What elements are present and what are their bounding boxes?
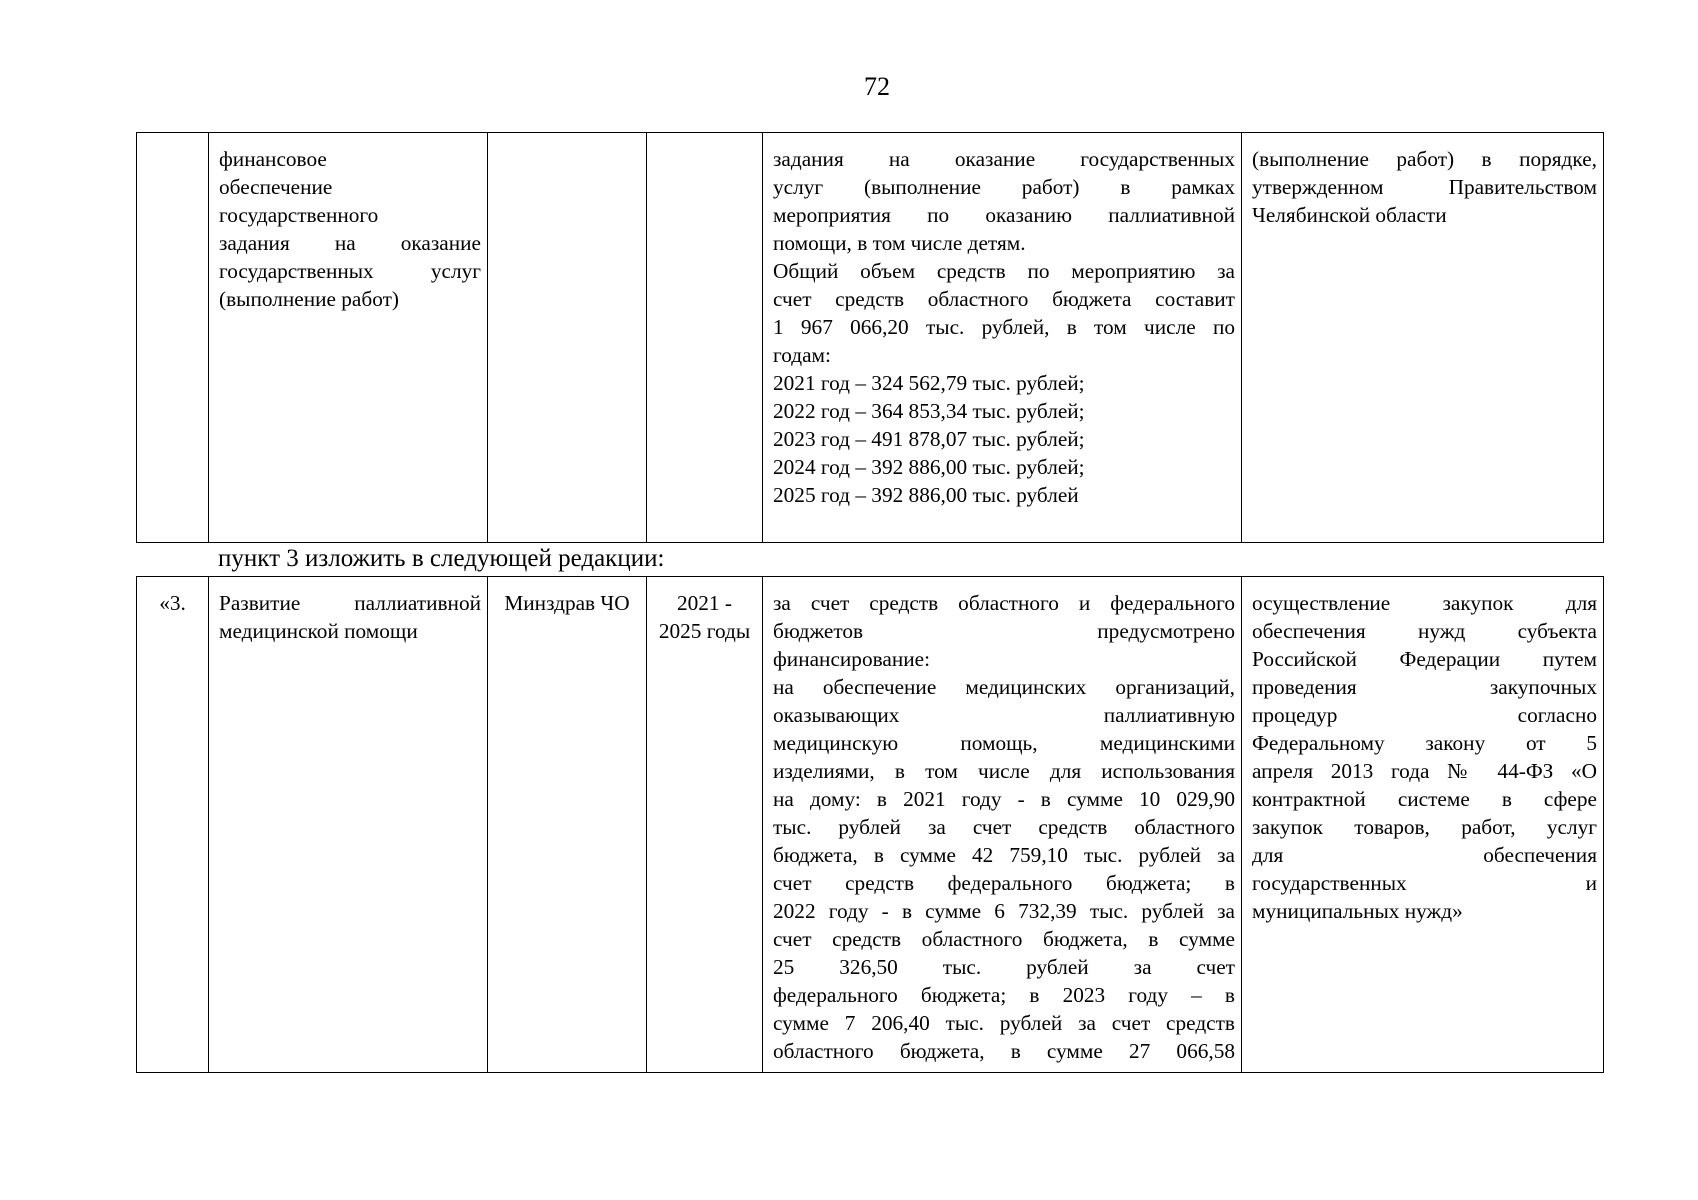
measure-title-line: обеспечение <box>219 175 333 199</box>
description-line: помощи, в том числе детям. <box>773 231 1026 255</box>
description-line: годам: <box>773 343 831 367</box>
description-line: счет средств областного бюджета, в сумме <box>773 927 1235 951</box>
description-line: финансирование: <box>773 647 930 671</box>
result-line: обеспечения нужд субъекта <box>1252 619 1597 643</box>
description-line: на дому: в 2021 году - в сумме 10 029,90 <box>773 787 1235 811</box>
row-number-cell <box>137 133 209 543</box>
year-amount-line: 2023 год – 491 878,07 тыс. рублей; <box>773 427 1085 451</box>
measure-title-line: (выполнение работ) <box>219 287 399 311</box>
description-line: медицинскую помощь, медицинскими <box>773 731 1235 755</box>
expected-result-cell <box>1242 133 1604 543</box>
description-line: счет средств областного бюджета составит <box>773 287 1235 311</box>
year-amount-line: 2024 год – 392 886,00 тыс. рублей; <box>773 455 1085 479</box>
row-number-cell: «3. <box>137 577 209 1073</box>
result-line: осуществление закупок для <box>1252 591 1597 615</box>
description-line: 2022 году - в сумме 6 732,39 тыс. рублей за <box>773 899 1235 923</box>
description-line: задания на оказание государственных <box>773 147 1235 171</box>
measure-title-line: государственного <box>219 203 379 227</box>
description-line: бюджета, в сумме 42 759,10 тыс. рублей за <box>773 843 1235 867</box>
responsible-cell: Минздрав ЧО <box>488 577 647 1073</box>
description-line: Общий объем средств по мероприятию за <box>773 259 1235 283</box>
description-line: счет средств федерального бюджета; в <box>773 871 1235 895</box>
result-line: контрактной системе в сфере <box>1252 787 1597 811</box>
measure-title-line: государственных услуг <box>219 259 481 283</box>
description-line: 1 967 066,20 тыс. рублей, в том числе по <box>773 315 1235 339</box>
measure-title-line: Развитие паллиативной <box>219 591 481 615</box>
expected-result-cell <box>1242 577 1604 1073</box>
result-line: процедур согласно <box>1252 703 1597 727</box>
period-cell <box>647 577 763 1073</box>
result-line: (выполнение работ) в порядке, <box>1252 147 1597 171</box>
measure-title-line: финансовое <box>219 147 327 171</box>
measures-table-continued <box>136 132 1604 543</box>
description-line: за счет средств областного и федерального <box>773 591 1235 615</box>
result-line: закупок товаров, работ, услуг <box>1252 815 1597 839</box>
description-line: бюджетов предусмотрено <box>773 619 1235 643</box>
result-line: Федеральному закону от 5 <box>1252 731 1597 755</box>
measure-title-cell <box>209 577 488 1073</box>
responsible-cell <box>488 133 647 543</box>
year-amount-line: 2025 год – 392 886,00 тыс. рублей <box>773 483 1079 507</box>
result-line: Челябинской области <box>1252 203 1447 227</box>
measures-table-point-3 <box>136 576 1604 1073</box>
year-amount-line: 2021 год – 324 562,79 тыс. рублей; <box>773 371 1085 395</box>
result-line: Российской Федерации путем <box>1252 647 1597 671</box>
description-cell <box>763 577 1242 1073</box>
description-line: на обеспечение медицинских организаций, <box>773 675 1235 699</box>
description-line: областного бюджета, в сумме 27 066,58 <box>773 1039 1235 1063</box>
description-line: тыс. рублей за счет средств областного <box>773 815 1235 839</box>
description-line: 25 326,50 тыс. рублей за счет <box>773 955 1235 979</box>
description-line: федерального бюджета; в 2023 году – в <box>773 983 1235 1007</box>
measure-title-line: медицинской помощи <box>219 619 418 643</box>
description-line: сумме 7 206,40 тыс. рублей за счет средств <box>773 1011 1235 1035</box>
result-line: для обеспечения <box>1252 843 1597 867</box>
description-line: изделиями, в том числе для использования <box>773 759 1235 783</box>
description-line: оказывающих паллиативную <box>773 703 1235 727</box>
result-line: апреля 2013 года № 44-ФЗ «О <box>1252 759 1597 783</box>
result-line: утвержденном Правительством <box>1252 175 1597 199</box>
result-line: государственных и <box>1252 871 1597 895</box>
measure-title-line: задания на оказание <box>219 231 481 255</box>
description-line: услуг (выполнение работ) в рамках <box>773 175 1235 199</box>
result-line: проведения закупочных <box>1252 675 1597 699</box>
page-number: 72 <box>864 72 890 101</box>
measure-title-cell <box>209 133 488 543</box>
table-row <box>137 577 1604 1073</box>
period-line: 2025 годы <box>658 619 751 643</box>
description-line: мероприятия по оказанию паллиативной <box>773 203 1235 227</box>
amendment-instruction: пункт 3 изложить в следующей редакции: <box>218 545 665 572</box>
period-line: 2021 - <box>676 591 732 615</box>
table-row <box>137 133 1604 543</box>
result-line: муниципальных нужд» <box>1252 899 1463 923</box>
year-amount-line: 2022 год – 364 853,34 тыс. рублей; <box>773 399 1085 423</box>
period-cell <box>647 133 763 543</box>
description-cell <box>763 133 1242 543</box>
